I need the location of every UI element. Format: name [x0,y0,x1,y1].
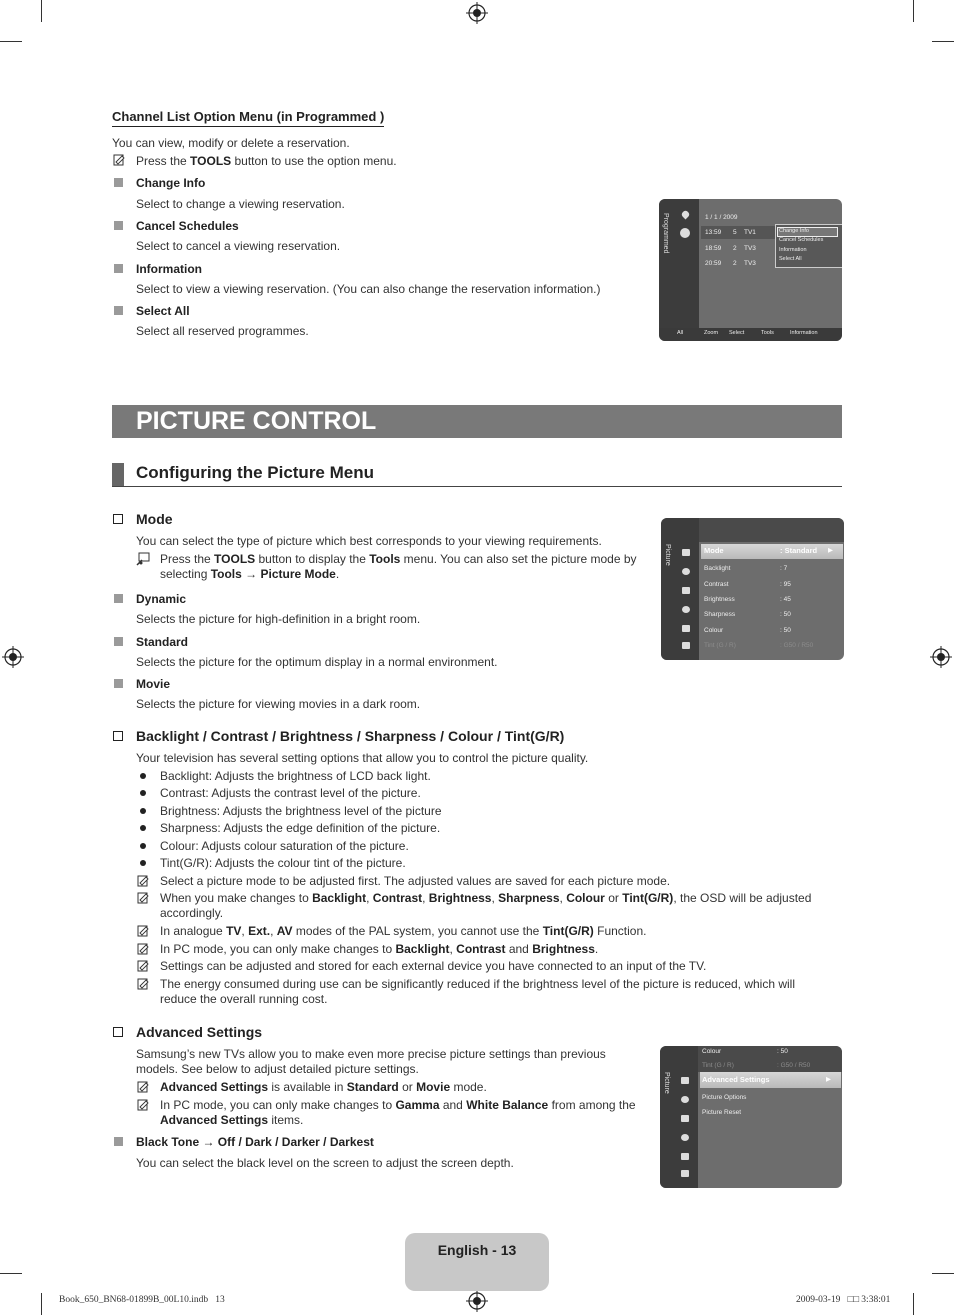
osd-popup-item: Cancel Schedules [779,237,824,243]
crop-mark [913,1293,914,1315]
osd-row-label: Sharpness [704,611,736,618]
mode-movie-title: Movie [136,677,171,691]
osd-side-label: Picture [664,544,671,566]
osd-row-value: : G50 / R50 [777,1062,811,1069]
osd-ch: 2 [733,260,737,267]
black-tone-desc: You can select the black level on the screen to adjust the screen depth. [136,1156,514,1170]
advanced-desc-line1: Samsung’s new TVs allow you to make even more precise picture settings than previous [136,1047,606,1061]
osd-row-label: Brightness [704,596,735,603]
osd-footer-tools: Tools [761,330,774,336]
osd-footer-info: Information [790,330,818,336]
setup-icon [681,1134,689,1141]
registration-mark-icon [2,646,24,668]
mode-tools-note-line2: selecting Tools → Picture Mode. [160,567,340,581]
square-bullet-icon [114,264,123,273]
clock-icon [680,228,690,238]
osd-side-label: Picture [663,1072,670,1094]
bullet-item: Backlight: Adjusts the brightness of LCD back light. [160,769,431,783]
backlight-intro: Your television has several setting options that allow you to control the picture quality. [136,751,589,765]
square-bullet-icon [114,679,123,688]
note-icon [137,1099,149,1111]
mode-standard-title: Standard [136,635,189,649]
channel-list-heading: Channel List Option Menu (in Programmed ) [112,109,384,127]
round-bullet-icon [140,773,146,779]
option-information-desc: Select to view a viewing reservation. (You can also change the reservation information.) [136,282,601,296]
bullet-item: Sharpness: Adjusts the edge definition of the picture. [160,821,441,835]
crop-mark [0,41,22,42]
bullet-item: Contrast: Adjusts the contrast level of the picture. [160,786,421,800]
osd-sidebar [660,1046,698,1188]
osd-row-value: : Standard [780,546,818,555]
osd-row-value: : G50 / R50 [780,642,814,649]
crop-mark [932,41,954,42]
print-file-info: Book_650_BN68-01899B_00L10.indb 13 [59,1295,225,1305]
square-bullet-icon [114,306,123,315]
osd-row-label: Tint (G / R) [702,1062,734,1069]
osd-row-value: : 7 [780,565,788,572]
section-title: Configuring the Picture Menu [136,463,374,482]
note-icon [137,978,149,990]
round-bullet-icon [140,843,146,849]
osd-footer-select: Select [729,330,745,336]
note-icon [137,892,149,904]
picture-icon [682,549,690,556]
advanced-note-2: In PC mode, you can only make changes to Gamma and White Balance from among the [160,1098,636,1112]
channel-icon [681,1115,689,1122]
picture-icon [681,1077,689,1084]
osd-row-value: : 50 [780,627,791,634]
osd-popup-item: Select All [779,256,802,262]
square-bullet-icon [114,594,123,603]
option-change-info-title: Change Info [136,176,206,190]
advanced-desc-line2: models. See below to adjust detailed picture settings. [136,1062,419,1076]
osd-time: 18:59 [705,245,722,252]
osd-time: 13:59 [705,229,722,236]
print-date-info: 2009-03-19 □□ 3:38:01 [796,1295,891,1305]
osd-footer-zoom: Zoom [704,330,719,336]
osd-footer-all: All [677,330,684,336]
osd-popup-item: Change Info [779,228,809,234]
mode-standard-desc: Selects the picture for the optimum display in a normal environment. [136,655,498,669]
backlight-note-1: Select a picture mode to be adjusted first. The adjusted values are saved for each picture mode. [160,874,671,888]
note-icon [137,960,149,972]
osd-side-label: Programmed [662,213,669,254]
advanced-note-2-cont: Advanced Settings items. [160,1113,304,1127]
registration-mark-icon [930,646,952,668]
note-icon [113,154,125,166]
mode-tools-note-line1: Press the TOOLS button to display the Tools menu. You can also set the picture mode by [160,552,637,566]
osd-time: 20:59 [705,260,722,267]
bullet-item: Colour: Adjusts colour saturation of the picture. [160,839,409,853]
osd-popup-item: Information [779,247,807,253]
osd-row-label: Colour [704,627,724,634]
note-icon [137,1081,149,1093]
programmed-osd-screenshot [659,199,842,341]
picture-osd-screenshot [661,518,844,660]
option-change-info-desc: Select to change a viewing reservation. [136,197,345,211]
support-icon [682,642,690,649]
osd-row-label: Advanced Settings [702,1075,770,1084]
section-marker [112,463,124,487]
round-bullet-icon [140,825,146,831]
channel-list-tools-note: Press the TOOLS button to use the option menu. [136,154,397,168]
crop-mark [41,0,42,22]
crop-mark [0,1273,22,1274]
option-cancel-schedules-desc: Select to cancel a viewing reservation. [136,239,341,253]
crop-mark [41,1293,42,1315]
input-icon [682,625,690,632]
support-icon [681,1170,689,1177]
osd-row-label: Picture Reset [702,1109,742,1116]
osd-header-bar [699,518,844,542]
osd-row-value: : 95 [780,581,791,588]
checkbox-bullet-icon [113,731,123,741]
osd-row-label: Mode [704,546,724,555]
square-bullet-icon [114,637,123,646]
mode-title: Mode [136,511,173,527]
osd-ch-name: TV3 [744,245,756,252]
osd-row-value: : 45 [780,596,791,603]
checkbox-bullet-icon [113,1027,123,1037]
black-tone-title: Black Tone → Off / Dark / Darker / Darkest [136,1135,374,1149]
osd-row-label: Colour [702,1048,722,1055]
osd-row-label: Picture Options [702,1094,747,1101]
backlight-note-5: Settings can be adjusted and stored for each external device you have connected to an input of the TV. [160,959,707,973]
bullet-item: Brightness: Adjusts the brightness level of the picture [160,804,442,818]
channel-list-intro: You can view, modify or delete a reservation. [112,136,350,150]
sound-icon [681,1096,689,1103]
round-bullet-icon [140,808,146,814]
osd-arrow-icon: ▶ [826,1076,831,1083]
option-cancel-schedules-title: Cancel Schedules [136,219,239,233]
osd-ch: 5 [733,229,737,236]
option-select-all-title: Select All [136,304,190,318]
round-bullet-icon [140,790,146,796]
osd-arrow-icon: ▶ [828,547,833,554]
advanced-note-1: Advanced Settings is available in Standard or Movie mode. [160,1080,487,1094]
backlight-note-4: In PC mode, you can only make changes to Backlight, Contrast and Brightness. [160,942,599,956]
checkbox-bullet-icon [113,514,123,524]
advanced-title: Advanced Settings [136,1024,263,1040]
option-information-title: Information [136,262,202,276]
osd-ch: 2 [733,245,737,252]
bullet-item: Tint(G/R): Adjusts the colour tint of the picture. [160,856,406,870]
osd-row-value: : 50 [777,1048,788,1055]
backlight-title: Backlight / Contrast / Brightness / Sharpness / Colour / Tint(G/R) [136,728,565,744]
crop-mark [932,1273,954,1274]
section-rule [112,486,842,487]
input-icon [681,1153,689,1160]
mode-dynamic-title: Dynamic [136,592,187,606]
osd-row-label: Tint (G / R) [704,642,736,649]
advanced-settings-osd-screenshot [660,1046,842,1188]
channel-icon [682,587,690,594]
osd-sidebar [661,518,699,660]
page-number: English - 13 [437,1242,517,1258]
osd-ch-name: TV1 [744,229,756,236]
backlight-note-2: When you make changes to Backlight, Contrast, Brightness, Sharpness, Colour or Tint(G/R), the OSD will be adjusted [160,891,812,905]
mode-movie-desc: Selects the picture for viewing movies in a dark room. [136,697,421,711]
osd-row-value: : 50 [780,611,791,618]
square-bullet-icon [114,221,123,230]
setup-icon [682,606,690,613]
crop-mark [913,0,914,22]
osd-row-label: Contrast [704,581,729,588]
note-icon [137,875,149,887]
option-select-all-desc: Select all reserved programmes. [136,324,309,338]
backlight-note-6-cont: reduce the overall running cost. [160,992,328,1006]
osd-ch-name: TV3 [744,260,756,267]
tools-note-icon [136,552,150,566]
square-bullet-icon [114,178,123,187]
round-bullet-icon [140,860,146,866]
note-icon [137,925,149,937]
mode-dynamic-desc: Selects the picture for high-definition in a bright room. [136,612,421,626]
chapter-title: PICTURE CONTROL [136,407,377,435]
backlight-note-3: In analogue TV, Ext., AV modes of the PAL system, you cannot use the Tint(G/R) Function. [160,924,647,938]
sound-icon [682,568,690,575]
backlight-note-2-cont: accordingly. [160,906,224,920]
osd-row-label: Backlight [704,565,731,572]
note-icon [137,943,149,955]
registration-mark-icon [466,2,488,24]
mode-desc: You can select the type of picture which best corresponds to your viewing requirements. [136,534,602,548]
backlight-note-6: The energy consumed during use can be significantly reduced if the brightness level of the picture is reduced, which will [160,977,796,991]
registration-mark-icon [466,1290,488,1312]
osd-date: 1 / 1 / 2009 [705,214,738,221]
square-bullet-icon [114,1137,123,1146]
